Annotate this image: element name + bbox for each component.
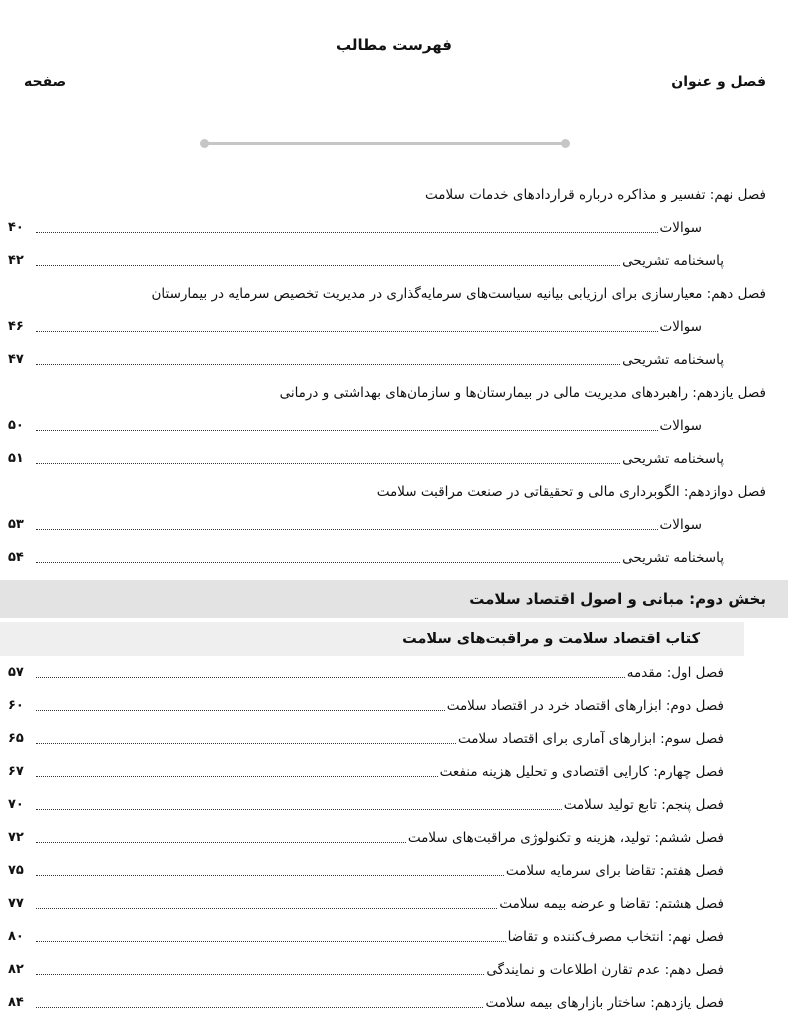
toc-entry[interactable]: [0, 986, 788, 1019]
dot-leader: [36, 809, 562, 810]
entry-label: فصل سوم: ابزارهای آماری برای اقتصاد سلامت: [457, 730, 724, 747]
toc-entry[interactable]: [0, 953, 788, 986]
entry-label: فصل هفتم: تقاضا برای سرمایه سلامت: [505, 862, 724, 879]
toc-chapter-heading: [0, 376, 788, 409]
dot-leader: [36, 529, 658, 530]
toc-entry[interactable]: [0, 541, 788, 574]
entry-label: فصل دوم: ابزارهای اقتصاد خرد در اقتصاد سلامت: [446, 697, 724, 714]
page-column-header: صفحه: [24, 74, 67, 90]
toc-chapter-heading: [0, 277, 788, 310]
toc-entry[interactable]: [0, 755, 788, 788]
toc-entry[interactable]: [0, 689, 788, 722]
entry-label: سوالات: [659, 417, 702, 434]
entry-label: فصل ششم: تولید، هزینه و تکنولوژی مراقبت‌های سلامت: [407, 829, 724, 846]
chapter-title-column-header: فصل و عنوان: [671, 74, 766, 90]
entry-label: فصل چهارم: کارایی اقتصادی و تحلیل هزینه منفعت: [439, 763, 724, 780]
page-number: ۶۷: [8, 764, 24, 779]
toc-chapter-heading: [0, 178, 788, 211]
part-title: بخش دوم: مبانی و اصول اقتصاد سلامت: [469, 590, 766, 608]
toc-entry[interactable]: [0, 310, 788, 343]
page-number: ۷۰: [8, 797, 24, 812]
page-number: ۶۵: [8, 731, 24, 746]
dot-leader: [36, 331, 658, 332]
toc-entry[interactable]: [0, 409, 788, 442]
toc-entry[interactable]: [0, 656, 788, 689]
page-number: ۷۷: [8, 896, 24, 911]
entry-label: پاسخنامه تشریحی: [622, 450, 724, 467]
entry-label: پاسخنامه تشریحی: [622, 252, 724, 269]
page-number: ۴۰: [8, 220, 24, 235]
page-number: ۷۲: [8, 830, 24, 845]
toc-entry[interactable]: [0, 788, 788, 821]
dot-leader: [36, 743, 456, 744]
page-number: ۵۳: [8, 517, 24, 532]
decorative-divider: [204, 142, 566, 145]
page-number: ۴۶: [8, 319, 24, 334]
page-title: فهرست مطالب: [336, 36, 452, 54]
page-number: ۴۷: [8, 352, 24, 367]
page-number: ۵۱: [8, 451, 24, 466]
entry-label: سوالات: [659, 318, 702, 335]
toc-entry[interactable]: [0, 920, 788, 953]
toc-entry[interactable]: [0, 508, 788, 541]
dot-leader: [36, 776, 438, 777]
dot-leader: [36, 677, 625, 678]
page-number: ۵۴: [8, 550, 24, 565]
dot-leader: [36, 232, 658, 233]
chapter-title: فصل دهم: معیارسازی برای ارزیابی بیانیه سیاست‌های سرمایه‌گذاری در مدیریت تخصیص سرمایه در بیمارستان: [151, 285, 766, 302]
dot-leader: [36, 974, 484, 975]
toc-entry[interactable]: [0, 887, 788, 920]
entry-label: فصل هشتم: تقاضا و عرضه بیمه سلامت: [499, 895, 724, 912]
entry-label: فصل نهم: انتخاب مصرف‌کننده و تقاضا: [507, 928, 724, 945]
dot-leader: [36, 875, 504, 876]
dot-leader: [36, 842, 406, 843]
dot-leader: [36, 941, 506, 942]
dot-leader: [36, 1007, 483, 1008]
dot-leader: [36, 265, 620, 266]
entry-label: فصل اول: مقدمه: [626, 664, 724, 681]
page-number: ۵۰: [8, 418, 24, 433]
dot-leader: [36, 364, 620, 365]
toc-entry[interactable]: [0, 854, 788, 887]
entry-label: فصل یازدهم: ساختار بازارهای بیمه سلامت: [485, 994, 724, 1011]
page-number: ۷۵: [8, 863, 24, 878]
page-number: ۸۲: [8, 962, 24, 977]
toc-entry[interactable]: [0, 244, 788, 277]
dot-leader: [36, 710, 445, 711]
dot-leader: [36, 430, 658, 431]
part-heading: [0, 580, 788, 618]
book-title: کتاب اقتصاد سلامت و مراقبت‌های سلامت: [402, 631, 700, 647]
dot-leader: [36, 463, 620, 464]
chapter-title: فصل یازدهم: راهبردهای مدیریت مالی در بیمارستان‌ها و سازمان‌های بهداشتی و درمانی: [279, 384, 766, 401]
book-heading: [0, 622, 744, 656]
page-number: ۶۰: [8, 698, 24, 713]
entry-label: پاسخنامه تشریحی: [622, 549, 724, 566]
entry-label: فصل دهم: عدم تقارن اطلاعات و نمایندگی: [486, 961, 724, 978]
entry-label: سوالات: [659, 219, 702, 236]
toc-entry[interactable]: [0, 821, 788, 854]
chapter-title: فصل دوازدهم: الگوبرداری مالی و تحقیقاتی در صنعت مراقبت سلامت: [376, 483, 766, 500]
toc-entry[interactable]: [0, 722, 788, 755]
page-number: ۸۴: [8, 995, 24, 1010]
dot-leader: [36, 908, 497, 909]
entry-label: فصل پنجم: تابع تولید سلامت: [563, 796, 724, 813]
page-number: ۸۰: [8, 929, 24, 944]
toc-entry[interactable]: [0, 211, 788, 244]
table-of-contents: [0, 178, 788, 1019]
toc-entry[interactable]: [0, 343, 788, 376]
entry-label: پاسخنامه تشریحی: [622, 351, 724, 368]
chapter-title: فصل نهم: تفسیر و مذاکره درباره قراردادهای خدمات سلامت: [425, 186, 766, 203]
page-number: ۴۲: [8, 253, 24, 268]
dot-leader: [36, 562, 620, 563]
page-number: ۵۷: [8, 665, 24, 680]
entry-label: سوالات: [659, 516, 702, 533]
toc-entry[interactable]: [0, 442, 788, 475]
toc-chapter-heading: [0, 475, 788, 508]
